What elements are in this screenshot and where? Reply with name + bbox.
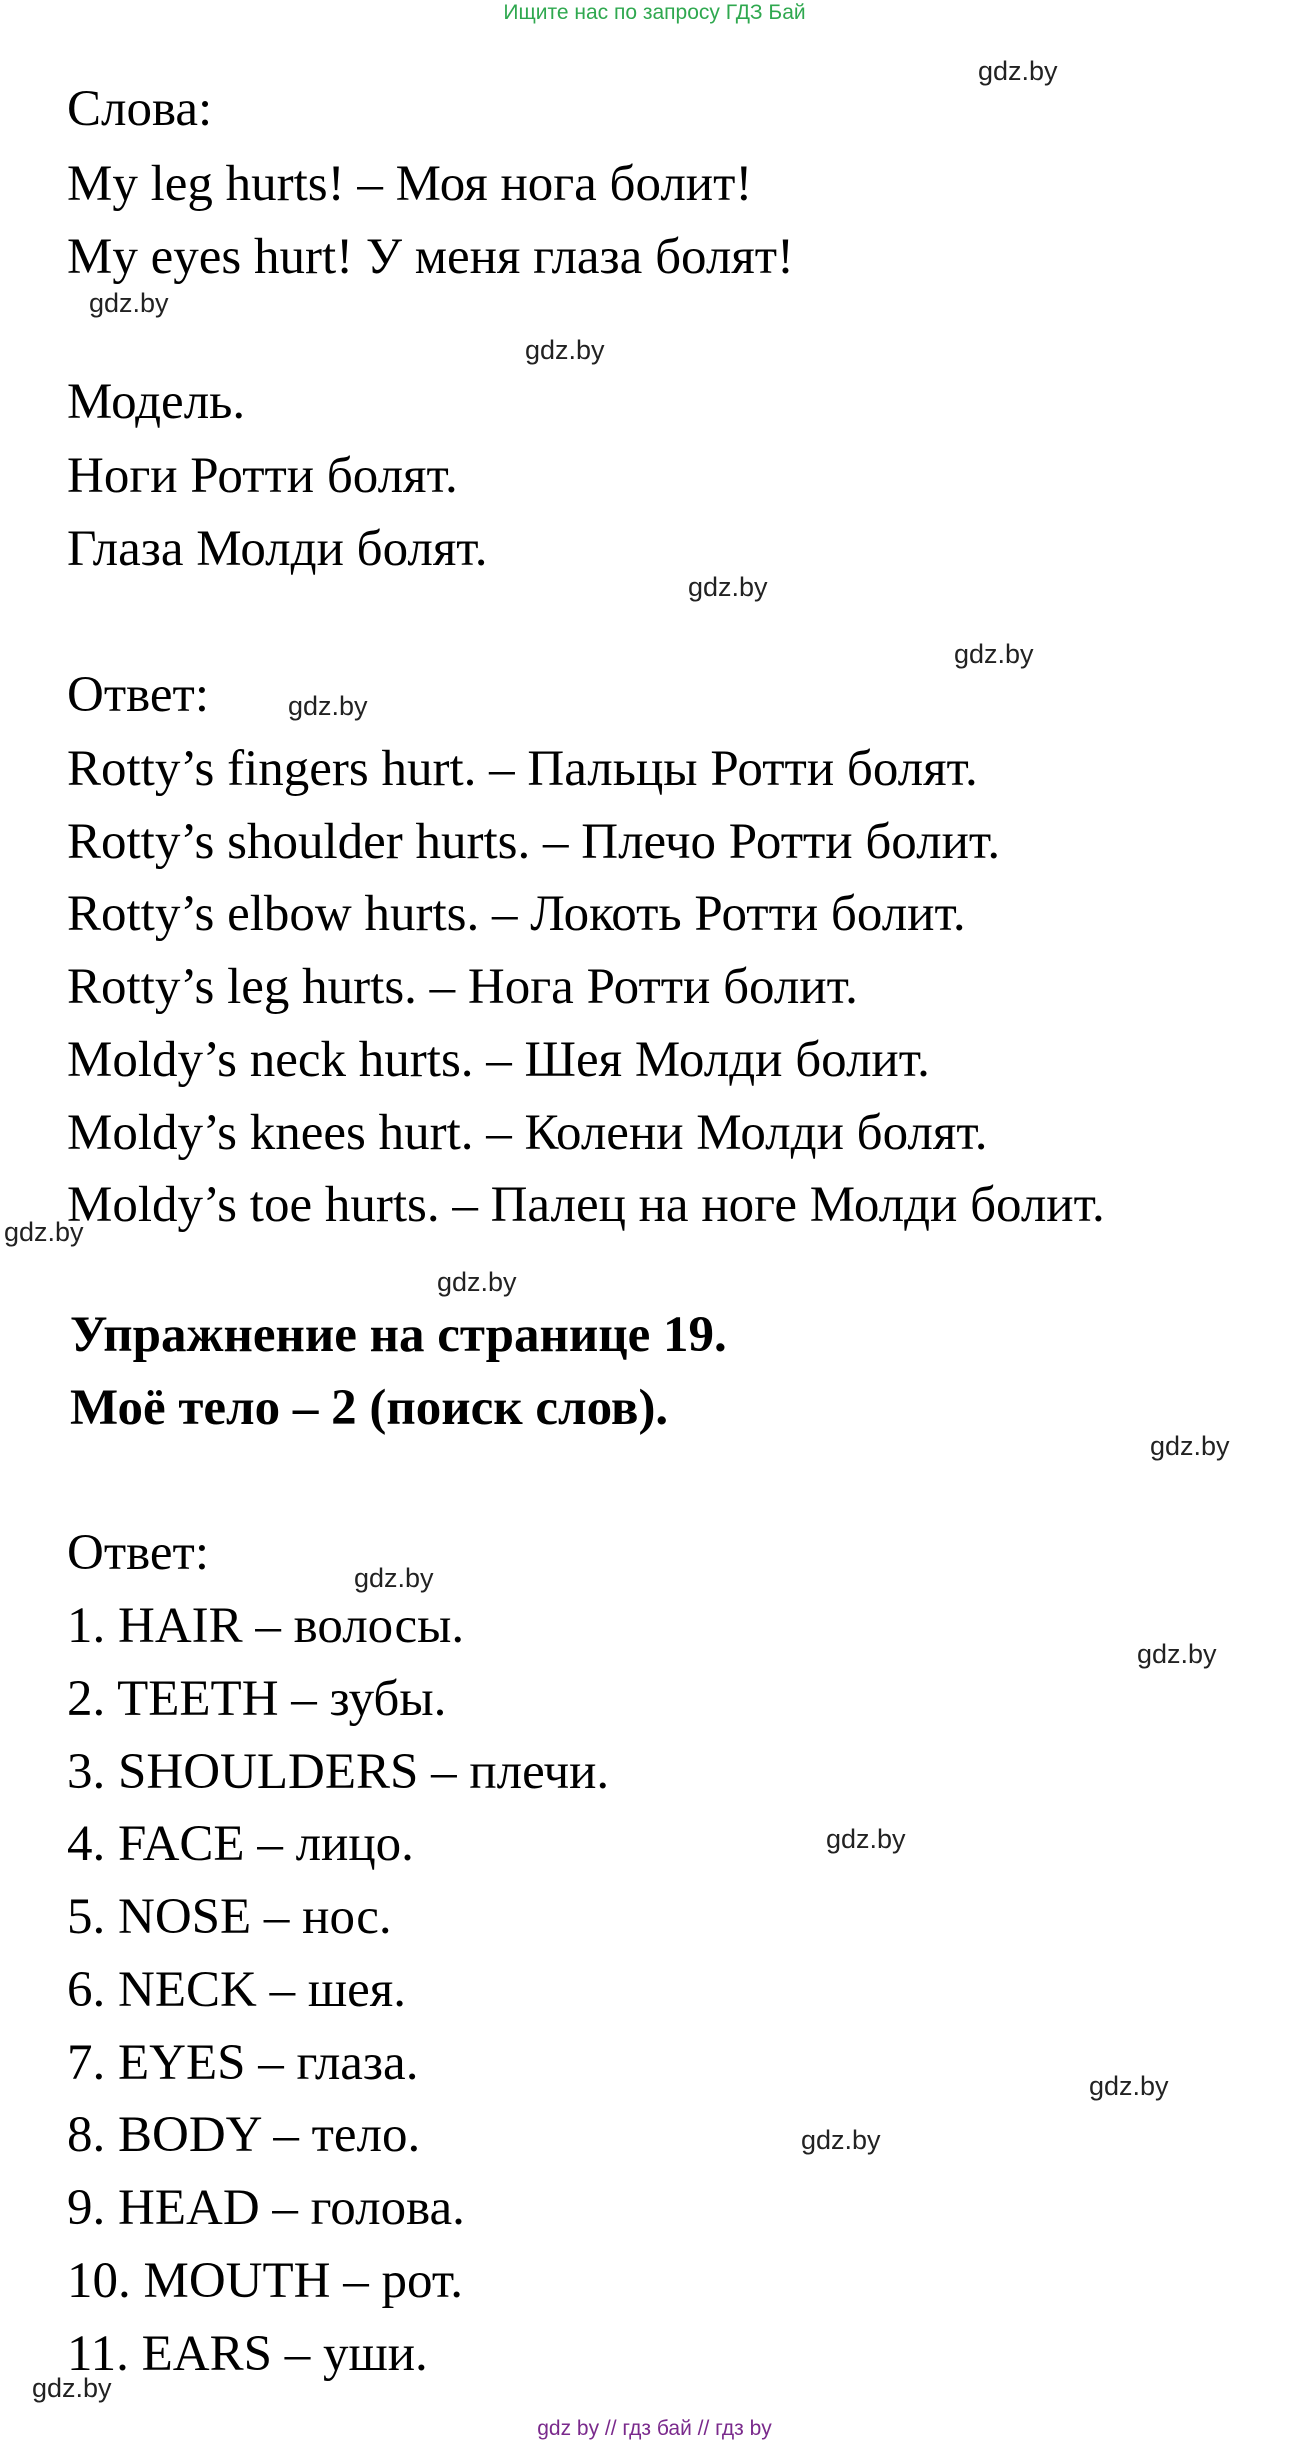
watermark: gdz.by [437, 1267, 517, 1297]
watermark: gdz.by [32, 2373, 112, 2403]
answer1-line-4: Rotty’s leg hurts. – Нога Ротти болит. [67, 959, 858, 1015]
model-line-1: Ноги Ротти болят. [67, 448, 458, 504]
watermark: gdz.by [801, 2125, 881, 2155]
watermark: gdz.by [978, 56, 1058, 86]
answer1-line-1: Rotty’s fingers hurt. – Пальцы Ротти болят. [67, 741, 978, 797]
answer2-item-11: 11. EARS – уши. [67, 2326, 428, 2382]
answer2-item-2: 2. TEETH – зубы. [67, 1671, 447, 1727]
watermark: gdz.by [826, 1824, 906, 1854]
answer2-item-5: 5. NOSE – нос. [67, 1889, 392, 1945]
answer1-line-6: Moldy’s knees hurt. – Колени Молди болят. [67, 1105, 988, 1161]
watermark: gdz.by [1137, 1639, 1217, 1669]
answer1-line-3: Rotty’s elbow hurts. – Локоть Ротти болит. [67, 886, 966, 942]
footer-links: gdz by // гдз бай // гдз by [537, 2417, 772, 2440]
answer1-line-5: Moldy’s neck hurts. – Шея Молди болит. [67, 1032, 930, 1088]
top-banner: Ищите нас по запросу ГДЗ Бай [503, 1, 806, 24]
answer1-heading: Ответ: [67, 667, 209, 723]
answer2-heading: Ответ: [67, 1525, 209, 1581]
words-line-2: My eyes hurt! У меня глаза болят! [67, 229, 795, 285]
exercise-title: Упражнение на странице 19. [70, 1307, 727, 1363]
watermark: gdz.by [1089, 2071, 1169, 2101]
words-heading: Слова: [67, 81, 213, 137]
model-line-2: Глаза Молди болят. [67, 521, 488, 577]
answer2-item-4: 4. FACE – лицо. [67, 1816, 414, 1872]
answer2-item-6: 6. NECK – шея. [67, 1962, 406, 2018]
watermark: gdz.by [354, 1563, 434, 1593]
exercise-subtitle: Моё тело – 2 (поиск слов). [70, 1380, 669, 1436]
watermark: gdz.by [288, 691, 368, 721]
words-line-1: My leg hurts! – Моя нога болит! [67, 156, 753, 212]
answer2-item-10: 10. MOUTH – рот. [67, 2253, 464, 2309]
model-heading: Модель. [67, 374, 246, 430]
answer2-item-3: 3. SHOULDERS – плечи. [67, 1744, 610, 1800]
answer2-item-8: 8. BODY – тело. [67, 2107, 421, 2163]
answer2-item-9: 9. HEAD – голова. [67, 2180, 465, 2236]
watermark: gdz.by [688, 572, 768, 602]
watermark: gdz.by [525, 335, 605, 365]
answer2-item-1: 1. HAIR – волосы. [67, 1598, 465, 1654]
watermark: gdz.by [1150, 1431, 1230, 1461]
answer1-line-2: Rotty’s shoulder hurts. – Плечо Ротти болит. [67, 814, 1001, 870]
watermark: gdz.by [89, 288, 169, 318]
answer2-item-7: 7. EYES – глаза. [67, 2035, 419, 2091]
watermark: gdz.by [954, 639, 1034, 669]
answer1-line-7: Moldy’s toe hurts. – Палец на ноге Молди болит. [67, 1177, 1105, 1233]
watermark: gdz.by [4, 1217, 84, 1247]
